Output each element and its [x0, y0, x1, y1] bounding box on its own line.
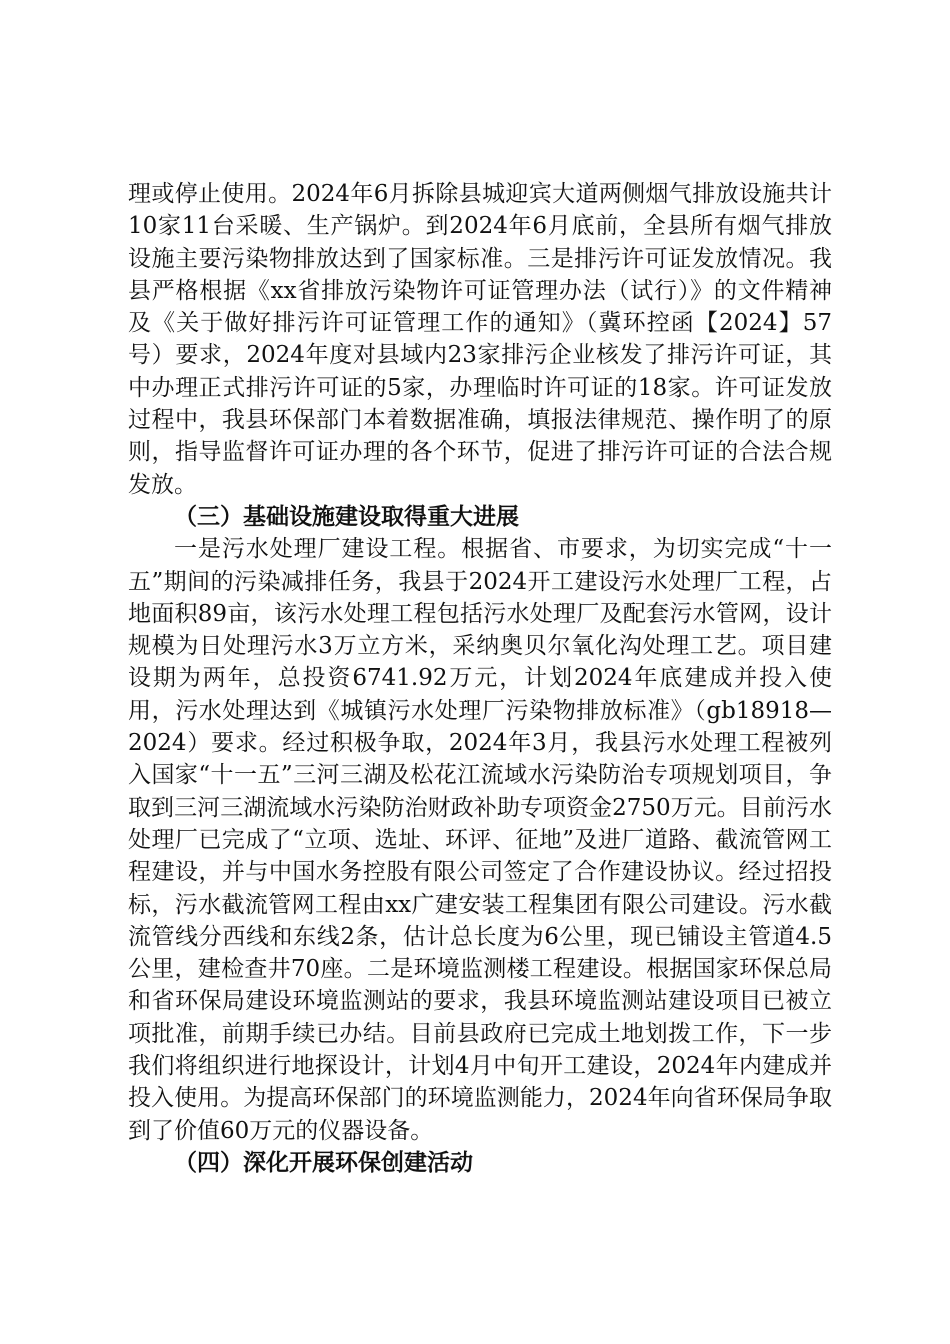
document-body: [128, 178, 832, 1179]
section-heading-environmental-campaign: （四）深化开展环保创建活动: [174, 1149, 473, 1176]
section-heading-infrastructure: （三）基础设施建设取得重大进展: [174, 503, 519, 530]
paragraph-sewage-plant: 一是污水处理厂建设工程。根据省、市要求，为切实完成“十一五”期间的污染减排任务，我县于2024开工建设污水处理厂工程，占地面积89亩，该污水处理工程包括污水处理厂及配套污水管网，设计规模为日处理污水3万立方米，采纳奥贝尔氧化沟处理工艺。项目建设期为两年，总投资6741.92万元，计划2024年底建成并投入使用，污水处理达到《城镇污水处理厂污染物排放标准》（gb18918—2024）要求。经过积极争取，2024年3月，我县污水处理工程被列入国家“十一五”三河三湖及松花江流域水污染防治专项规划项目，争取到三河三湖流域水污染防治财政补助专项资金2750万元。目前污水处理厂已完成了“立项、选址、环评、征地”及进厂道路、截流管网工程建设，并与中国水务控股有限公司签定了合作建设协议。经过招投标，污水截流管网工程由xx广建安装工程集团有限公司建设。污水截流管线分西线和东线2条，估计总长度为6公里，现已铺设主管道4.5公里，建检查井70座。二是环境监测楼工程建设。根据国家环保总局和省环保局建设环境监测站的要求，我县环境监测站建设项目已被立项批准，前期手续已办结。目前县政府已完成土地划拨工作，下一步我们将组织进行地探设计，计划4月中旬开工建设，2024年内建成并投入使用。为提高环保部门的环境监测能力，2024年向省环保局争取到了价值60万元的仪器设备。: [128, 536, 832, 1144]
paragraph-pollution-permits: 理或停止使用。2024年6月拆除县城迎宾大道两侧烟气排放设施共计10家11台采暖、生产锅炉。到2024年6月底前，全县所有烟气排放设施主要污染物排放达到了国家标准。三是排污许可证发放情况。我县严格根据《xx省排放污染物许可证管理办法（试行）》的文件精神及《关于做好排污许可证管理工作的通知》（冀环控函【2024】57号）要求，2024年度对县域内23家排污企业核发了排污许可证，其中办理正式排污许可证的5家，办理临时许可证的18家。许可证发放过程中，我县环保部门本着数据准确，填报法律规范、操作明了的原则，指导监督许可证办理的各个环节，促进了排污许可证的合法合规发放。: [128, 181, 832, 498]
